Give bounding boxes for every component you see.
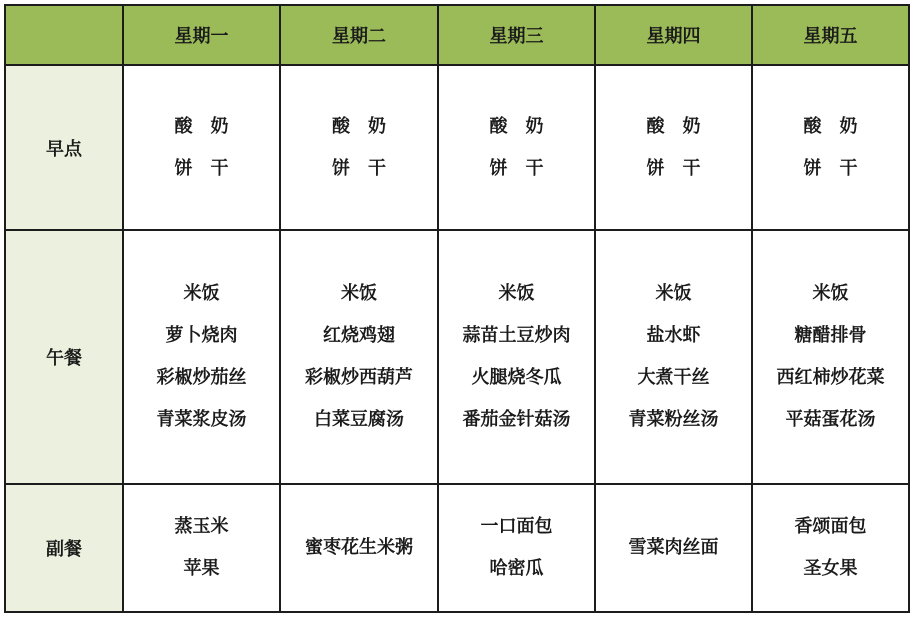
dish-item: 米饭	[812, 283, 849, 304]
menu-cell-wednesday	[438, 484, 595, 612]
dish-item: 一口面包	[480, 516, 553, 537]
dish-list	[124, 280, 279, 434]
menu-cell-thursday	[595, 484, 752, 612]
dish-list	[124, 513, 279, 583]
day-header-friday: 星期五	[752, 5, 909, 65]
dish-item: 萝卜烧肉	[165, 325, 238, 346]
dish-item: 酸 奶	[332, 115, 386, 137]
dish-item: 糖醋排骨	[794, 325, 867, 346]
meal-label: 副餐	[5, 484, 123, 612]
dish-item: 饼 干	[803, 157, 858, 179]
dish-item: 米饭	[183, 283, 220, 304]
menu-cell-tuesday	[280, 65, 438, 230]
dish-item: 酸 奶	[803, 115, 858, 137]
dish-item: 雪菜肉丝面	[628, 537, 719, 558]
menu-cell-thursday	[595, 230, 752, 484]
dish-item: 饼 干	[489, 157, 544, 179]
dish-list	[596, 113, 751, 183]
menu-cell-wednesday	[438, 230, 595, 484]
day-header-wednesday: 星期三	[438, 5, 595, 65]
dish-item: 苹果	[183, 558, 220, 579]
dish-list	[596, 534, 751, 562]
dish-item: 米饭	[341, 283, 377, 304]
menu-cell-wednesday	[438, 65, 595, 230]
header-corner	[5, 5, 123, 65]
dish-item: 大煮干丝	[637, 367, 710, 388]
dish-item: 米饭	[498, 283, 535, 304]
dish-item: 蒸玉米	[174, 516, 229, 537]
dish-item: 彩椒炒茄丝	[156, 367, 247, 388]
menu-cell-monday	[123, 484, 280, 612]
extra-meal-row	[5, 484, 909, 612]
dish-item: 火腿烧冬瓜	[471, 367, 562, 388]
day-header-monday: 星期一	[123, 5, 280, 65]
dish-item: 平菇蛋花汤	[785, 409, 876, 430]
menu-cell-friday	[752, 230, 909, 484]
dish-item: 番茄金针菇汤	[462, 409, 571, 430]
dish-item: 西红柿炒花菜	[776, 367, 885, 388]
meal-label: 早点	[5, 65, 123, 230]
dish-item: 圣女果	[803, 558, 858, 579]
dish-item: 蒜苗土豆炒肉	[462, 325, 571, 346]
dish-item: 彩椒炒西葫芦	[305, 367, 413, 388]
weekly-menu-table	[4, 4, 910, 613]
dish-list	[753, 513, 908, 583]
dish-item: 米饭	[655, 283, 692, 304]
meal-label: 午餐	[5, 230, 123, 484]
dish-item: 青菜浆皮汤	[156, 409, 247, 430]
dish-item: 红烧鸡翅	[323, 325, 395, 346]
dish-list	[439, 513, 594, 583]
dish-list	[439, 280, 594, 434]
dish-list	[281, 113, 437, 183]
dish-item: 青菜粉丝汤	[628, 409, 719, 430]
dish-list	[753, 280, 908, 434]
breakfast-row	[5, 65, 909, 230]
dish-list	[439, 113, 594, 183]
menu-cell-tuesday	[280, 484, 438, 612]
dish-list	[753, 113, 908, 183]
dish-item: 白菜豆腐汤	[314, 409, 404, 430]
dish-item: 饼 干	[174, 157, 229, 179]
dish-list	[596, 280, 751, 434]
day-header-tuesday: 星期二	[280, 5, 438, 65]
menu-cell-thursday	[595, 65, 752, 230]
dish-item: 香颂面包	[794, 516, 867, 537]
dish-item: 饼 干	[646, 157, 701, 179]
dish-item: 蜜枣花生米粥	[305, 537, 413, 558]
dish-item: 饼 干	[332, 157, 386, 179]
dish-list	[124, 113, 279, 183]
menu-cell-friday	[752, 65, 909, 230]
menu-cell-friday	[752, 484, 909, 612]
dish-item: 酸 奶	[646, 115, 701, 137]
menu-cell-tuesday	[280, 230, 438, 484]
day-header-thursday: 星期四	[595, 5, 752, 65]
dish-item: 盐水虾	[646, 325, 701, 346]
menu-cell-monday	[123, 230, 280, 484]
dish-item: 酸 奶	[489, 115, 544, 137]
dish-list	[281, 280, 437, 434]
lunch-row	[5, 230, 909, 484]
dish-item: 酸 奶	[174, 115, 229, 137]
menu-cell-monday	[123, 65, 280, 230]
dish-list	[281, 534, 437, 562]
dish-item: 哈密瓜	[489, 558, 544, 579]
header-row	[5, 5, 909, 65]
